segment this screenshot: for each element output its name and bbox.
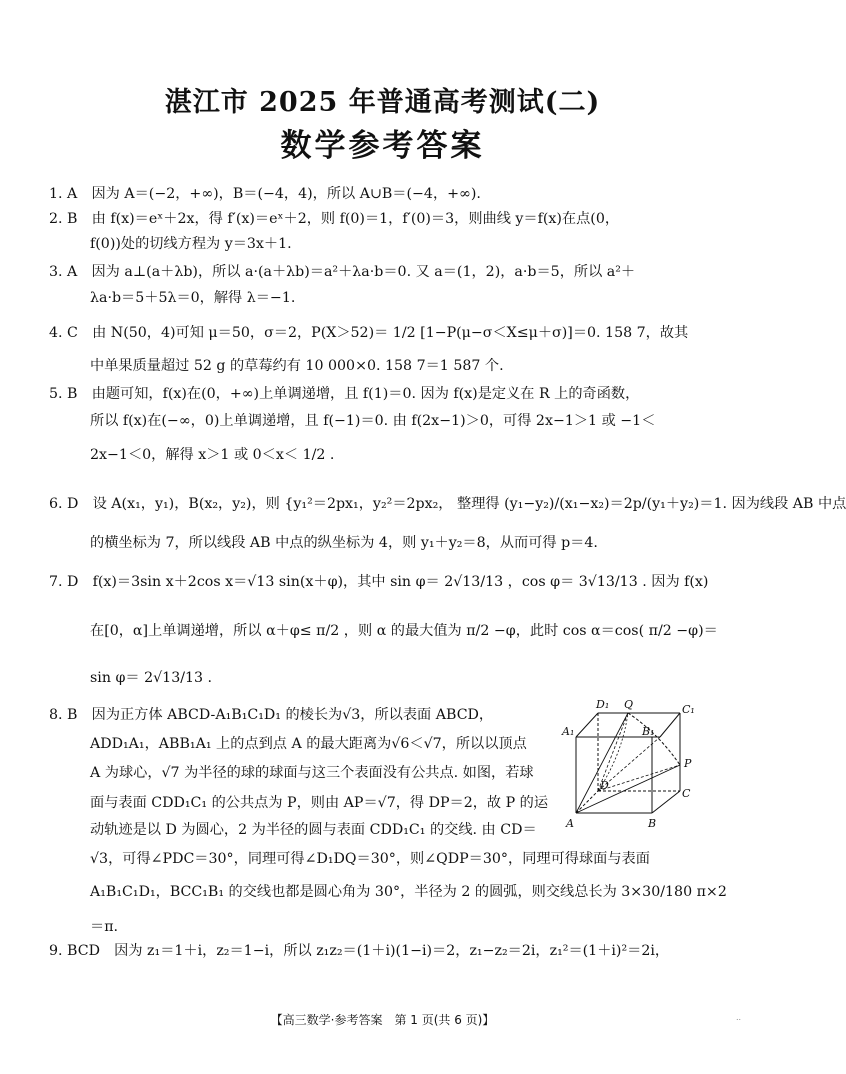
corner-mark: .. bbox=[736, 1013, 742, 1022]
answer-7-line2: 在[0，α]上单调递增，所以 α＋φ≤ π/2 ，则 α 的最大值为 π/2 −φ，此时 cos α＝cos( π/2 −φ)＝ bbox=[90, 623, 718, 639]
label-A: A bbox=[566, 817, 574, 830]
label-Q: Q bbox=[624, 698, 634, 711]
answer-5-line2: 所以 f(x)在(−∞，0)上单调递增，且 f(−1)＝0. 由 f(2x−1)＞0，可得 2x−1＞1 或 −1＜ bbox=[90, 413, 656, 429]
label-D1: D₁ bbox=[596, 698, 610, 711]
label-A1: A₁ bbox=[562, 725, 575, 738]
answer-8-line6: √3，可得∠PDC＝30°，同理可得∠D₁DQ＝30°，则∠QDP＝30°，同理可得球面与表面 bbox=[90, 851, 650, 867]
answer-8-line4: 面与表面 CDD₁C₁ 的公共点为 P，则由 AP＝√7，得 DP＝2，故 P 的运 bbox=[90, 795, 549, 811]
answer-8-line7: A₁B₁C₁D₁，BCC₁B₁ 的交线也都是圆心角为 30°，半径为 2 的圆弧，则交线总长为 3×30/180 π×2 bbox=[90, 884, 727, 900]
cube-figure bbox=[562, 695, 702, 835]
answer-6-line1: 6. D 设 A(x₁，y₁)，B(x₂，y₂)，则 {y₁²＝2px₁，y₂²＝2px₂， 整理得 (y₁−y₂)/(x₁−x₂)＝2p/(y₁＋y₂)＝1. 因为线段 AB 中点 bbox=[49, 496, 846, 512]
label-B1: B₁ bbox=[642, 725, 655, 738]
answer-8-line3: A 为球心，√7 为半径的球的球面与这三个表面没有公共点. 如图，若球 bbox=[90, 765, 534, 781]
page-title: 湛江市 2025 年普通高考测试(二) bbox=[164, 87, 601, 118]
answer-9-line1: 9. BCD 因为 z₁＝1＋i，z₂＝1−i，所以 z₁z₂＝(1＋i)(1−i)＝2，z₁−z₂＝2i，z₁²＝(1＋i)²＝2i， bbox=[49, 943, 670, 959]
answer-1: 1. A 因为 A＝(−2，+∞)，B＝(−4，4)，所以 A∪B＝(−4，+∞). bbox=[49, 186, 481, 202]
cube-diagram bbox=[562, 695, 702, 835]
answer-5-line3: 2x−1＜0，解得 x＞1 或 0＜x＜ 1/2 . bbox=[90, 447, 335, 463]
answer-7-line3: sin φ＝ 2√13/13 . bbox=[90, 670, 213, 686]
page-footer: 【高三数学·参考答案 第 1 页(共 6 页)】 bbox=[270, 1013, 495, 1027]
answer-8-line5: 动轨迹是以 D 为圆心，2 为半径的圆与表面 CDD₁C₁ 的交线. 由 CD＝ bbox=[90, 822, 537, 838]
answer-8-line1: 8. B 因为正方体 ABCD-A₁B₁C₁D₁ 的棱长为√3，所以表面 ABCD， bbox=[49, 707, 494, 723]
answer-3-line2: λa·b＝5＋5λ＝0，解得 λ＝−1. bbox=[90, 290, 296, 306]
answer-8-line8: ＝π. bbox=[90, 919, 119, 935]
label-P: P bbox=[684, 757, 692, 770]
page-subtitle: 数学参考答案 bbox=[280, 128, 485, 164]
answer-5-line1: 5. B 由题可知，f(x)在(0，+∞)上单调递增，且 f(1)＝0. 因为 f(x)是定义在 R 上的奇函数， bbox=[49, 386, 640, 402]
answer-7-line1: 7. D f(x)＝3sin x＋2cos x＝√13 sin(x＋φ)，其中 sin φ＝ 2√13/13 ，cos φ＝ 3√13/13 . 因为 f(x) bbox=[49, 574, 709, 590]
answer-6-line2: 的横坐标为 7，所以线段 AB 中点的纵坐标为 4，则 y₁＋y₂＝8，从而可得 p＝4. bbox=[90, 535, 598, 551]
label-C1: C₁ bbox=[682, 703, 695, 716]
answer-4-line2: 中单果质量超过 52 g 的草莓约有 10 000×0. 158 7＝1 587 个. bbox=[90, 358, 504, 374]
label-B: B bbox=[648, 817, 657, 830]
answer-2-line1: 2. B 由 f(x)＝eˣ＋2x，得 f′(x)＝eˣ＋2，则 f(0)＝1，f′(0)＝3，则曲线 y＝f(x)在点(0， bbox=[49, 211, 620, 227]
answer-2-line2: f(0))处的切线方程为 y＝3x＋1. bbox=[90, 236, 292, 252]
label-D: D bbox=[600, 779, 609, 792]
label-C: C bbox=[682, 787, 691, 800]
answer-4-line1: 4. C 由 N(50，4)可知 μ＝50，σ＝2，P(X＞52)＝ 1/2 [1−P(μ−σ＜X≤μ＋σ)]＝0. 158 7，故其 bbox=[49, 325, 689, 341]
answer-3-line1: 3. A 因为 a⊥(a＋λb)，所以 a·(a＋λb)＝a²＋λa·b＝0. 又 a＝(1，2)，a·b＝5，所以 a²＋ bbox=[49, 264, 636, 280]
answer-8-line2: ADD₁A₁，ABB₁A₁ 上的点到点 A 的最大距离为√6＜√7，所以以顶点 bbox=[90, 736, 527, 752]
